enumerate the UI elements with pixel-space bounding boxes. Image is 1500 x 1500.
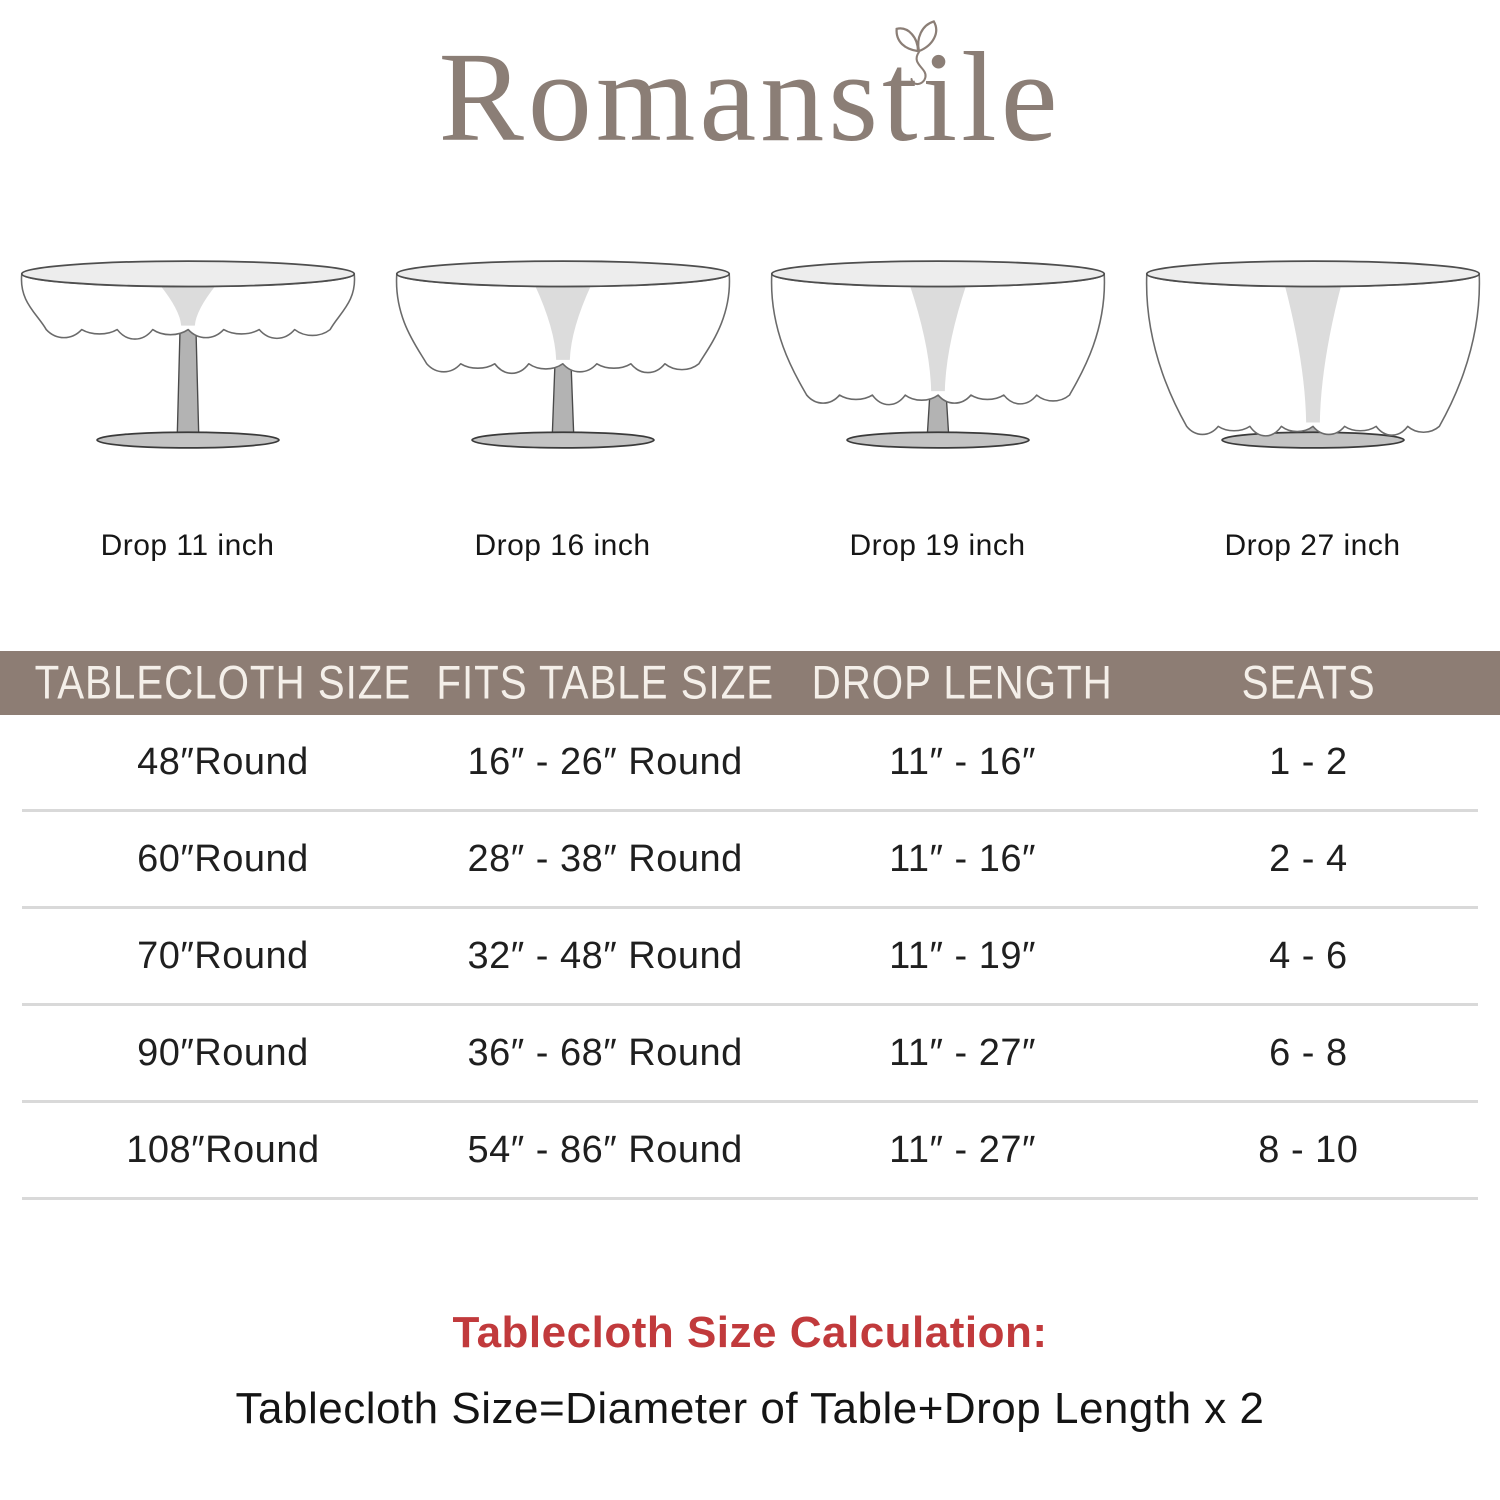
figure-label: Drop 11 inch bbox=[100, 529, 275, 562]
cell-fits-table-size: 36″ - 68″ Round bbox=[467, 1031, 743, 1074]
figure-drop-16 bbox=[375, 256, 750, 563]
table-row bbox=[22, 1103, 1478, 1200]
size-table bbox=[0, 651, 1500, 1200]
cell-seats: 8 - 10 bbox=[1258, 1128, 1359, 1171]
table-row bbox=[22, 715, 1478, 812]
cell-drop-length: 11″ - 19″ bbox=[889, 934, 1036, 977]
figure-label: Drop 27 inch bbox=[1224, 529, 1401, 562]
cell-fits-table-size: 54″ - 86″ Round bbox=[467, 1128, 743, 1171]
column-header-tablecloth-size: TABLECLOTH SIZE bbox=[34, 656, 412, 709]
figure-label: Drop 16 inch bbox=[474, 529, 651, 562]
table-row bbox=[22, 1006, 1478, 1103]
cell-drop-length: 11″ - 16″ bbox=[889, 837, 1036, 880]
brand-header bbox=[0, 0, 1500, 190]
brand-name: Romanstile bbox=[438, 26, 1062, 168]
figure-drop-11 bbox=[0, 256, 375, 563]
cell-fits-table-size: 28″ - 38″ Round bbox=[467, 837, 743, 880]
cell-drop-length: 11″ - 27″ bbox=[889, 1031, 1036, 1074]
cell-tablecloth-size: 108″Round bbox=[126, 1128, 320, 1171]
cell-tablecloth-size: 60″Round bbox=[137, 837, 309, 880]
figure-drop-27 bbox=[1125, 256, 1500, 563]
column-header-fits-table-size: FITS TABLE SIZE bbox=[436, 656, 775, 709]
calculation-formula: Tablecloth Size=Diameter of Table+Drop Length x 2 bbox=[235, 1384, 1265, 1433]
cell-seats: 6 - 8 bbox=[1269, 1031, 1348, 1074]
cell-tablecloth-size: 70″Round bbox=[137, 934, 309, 977]
leaf-ornament-icon bbox=[890, 14, 946, 92]
table-drop-27-illustration-icon bbox=[1137, 256, 1489, 452]
table-drop-16-illustration-icon bbox=[387, 256, 739, 452]
figure-drop-19 bbox=[750, 256, 1125, 563]
column-header-seats: SEATS bbox=[1241, 656, 1376, 709]
cell-tablecloth-size: 48″Round bbox=[137, 740, 309, 783]
table-row bbox=[22, 909, 1478, 1006]
cell-drop-length: 11″ - 27″ bbox=[889, 1128, 1036, 1171]
cell-seats: 2 - 4 bbox=[1269, 837, 1348, 880]
cell-seats: 1 - 2 bbox=[1269, 740, 1348, 783]
drop-length-figures bbox=[0, 256, 1500, 563]
table-drop-19-illustration-icon bbox=[762, 256, 1114, 452]
cell-drop-length: 11″ - 16″ bbox=[889, 740, 1036, 783]
size-calculation bbox=[0, 1308, 1500, 1434]
table-row bbox=[22, 812, 1478, 909]
table-drop-11-illustration-icon bbox=[12, 256, 364, 452]
cell-fits-table-size: 16″ - 26″ Round bbox=[467, 740, 743, 783]
column-header-drop-length: DROP LENGTH bbox=[812, 656, 1114, 709]
brand-logo bbox=[438, 26, 1062, 168]
size-table-header bbox=[0, 651, 1500, 715]
figure-label: Drop 19 inch bbox=[849, 529, 1026, 562]
cell-fits-table-size: 32″ - 48″ Round bbox=[467, 934, 743, 977]
calculation-heading: Tablecloth Size Calculation: bbox=[452, 1308, 1048, 1357]
cell-seats: 4 - 6 bbox=[1269, 934, 1348, 977]
cell-tablecloth-size: 90″Round bbox=[137, 1031, 309, 1074]
